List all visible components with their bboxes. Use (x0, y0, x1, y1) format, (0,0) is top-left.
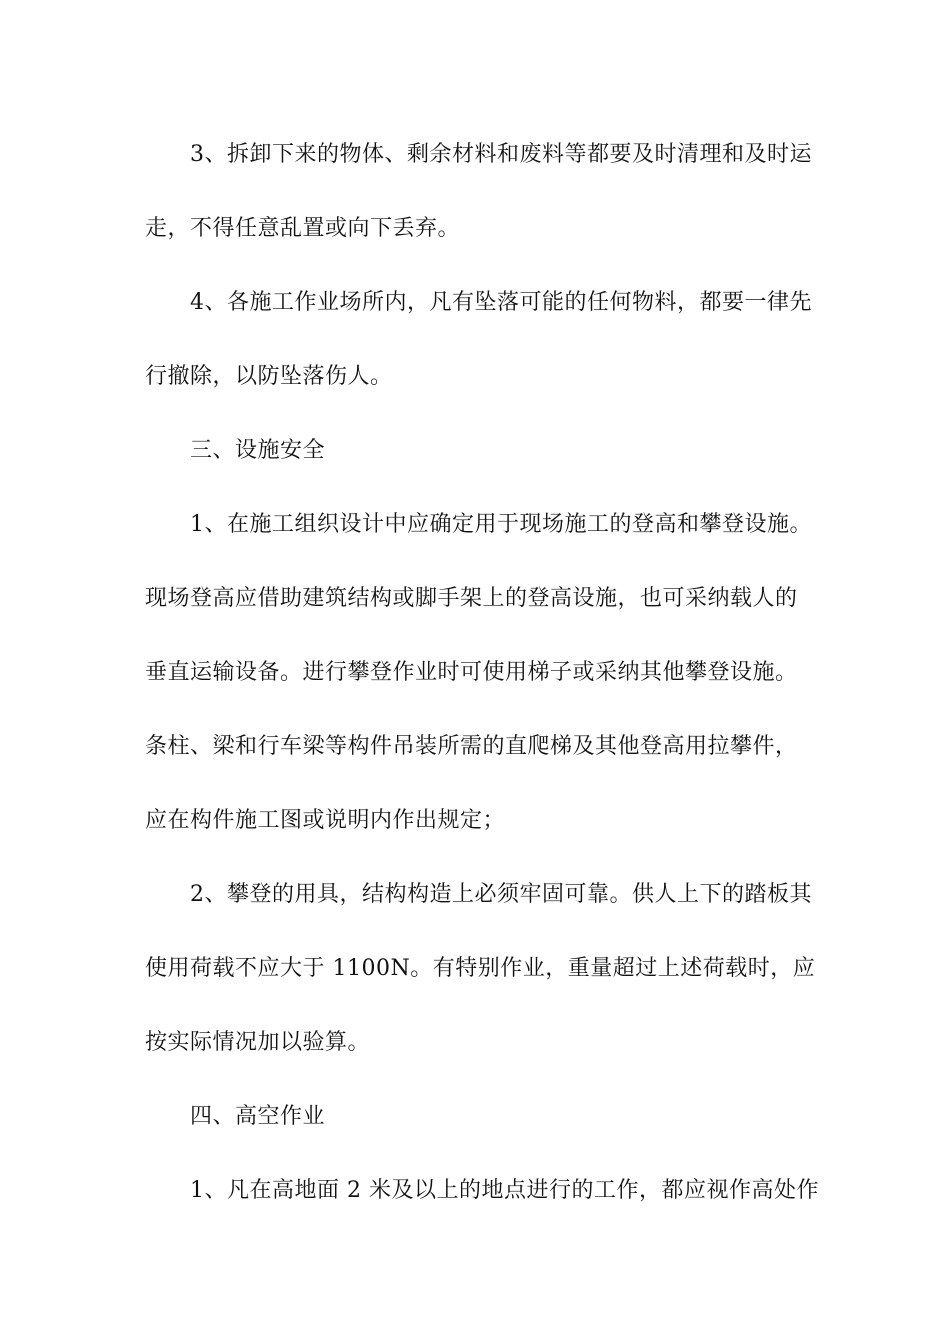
paragraph-line: 应在构件施工图或说明内作出规定； (145, 808, 506, 833)
paragraph-line: 3、拆卸下来的物体、剩余材料和废料等都要及时清理和及时运 (190, 142, 812, 167)
paragraph-line: 条柱、梁和行车梁等构件吊装所需的直爬梯及其他登高用拉攀件， (145, 734, 798, 759)
paragraph-line: 使用荷载不应大于 1100N。有特别作业，重量超过上述荷载时，应 (145, 956, 816, 981)
paragraph-line: 4、各施工作业场所内，凡有坠落可能的任何物料，都要一律先 (190, 290, 812, 315)
paragraph-line: 2、攀登的用具，结构构造上必须牢固可靠。供人上下的踏板其 (190, 882, 812, 907)
paragraph-line: 现场登高应借助建筑结构或脚手架上的登高设施，也可采纳载人的 (145, 586, 798, 611)
paragraph-line: 行撤除，以防坠落伤人。 (145, 364, 393, 389)
paragraph-line: 走，不得任意乱置或向下丢弃。 (145, 216, 461, 241)
section-heading: 三、设施安全 (190, 438, 326, 463)
section-heading: 四、高空作业 (190, 1104, 326, 1129)
paragraph-line: 垂直运输设备。进行攀登作业时可使用梯子或采纳其他攀登设施。 (145, 660, 798, 685)
paragraph-line: 按实际情况加以验算。 (145, 1030, 371, 1055)
paragraph-line: 1、在施工组织设计中应确定用于现场施工的登高和攀登设施。 (190, 512, 812, 537)
paragraph-line: 1、凡在高地面 2 米及以上的地点进行的工作，都应视作高处作 (190, 1178, 819, 1203)
